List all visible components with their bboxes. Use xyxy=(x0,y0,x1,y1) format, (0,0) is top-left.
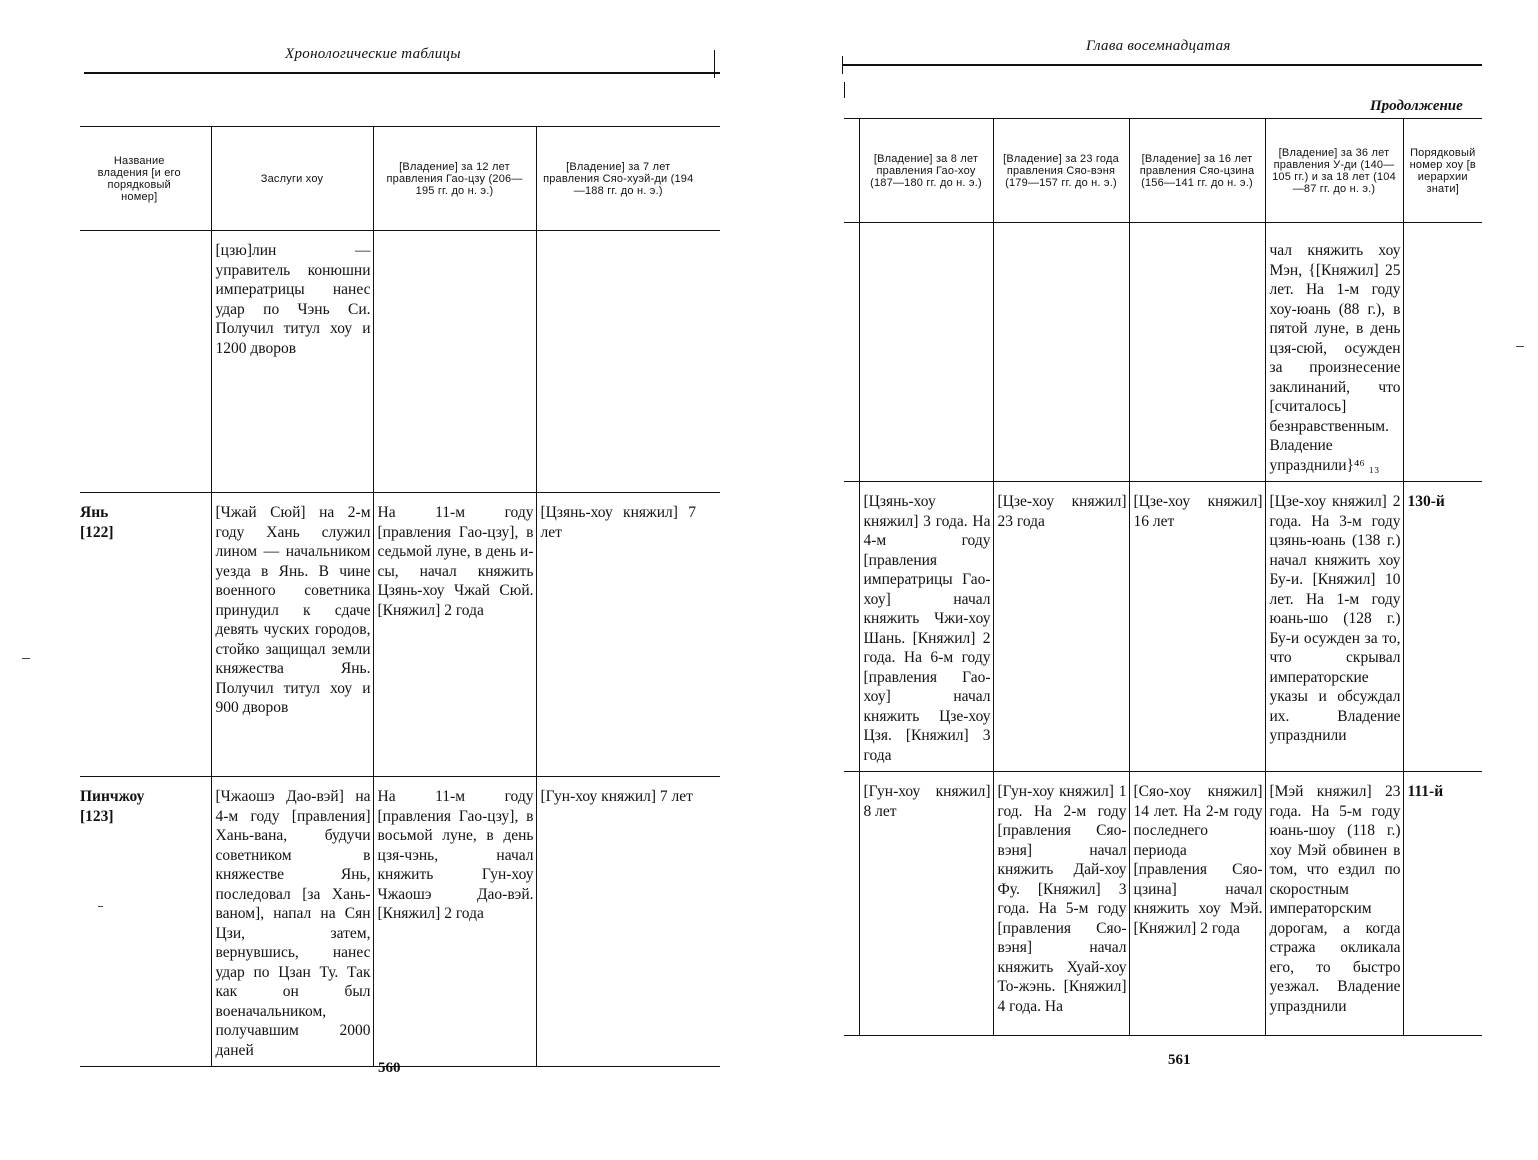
wudi-cell: [Мэй княжил] 23 года. На 5-м году юань-шоу (118 г.) хоу Мэй обвинен в том, что ездил по скоростным императорским дорогам, а когда стража окликала его, то быстро уезжал. Владение упразднили xyxy=(1269,783,1401,1015)
merits-cell: [Чжай Сюй] на 2-м году Хань служил лином — начальником уезда в Янь. В чине военного советника принудил к сдаче девять чуских городов, стойко защищал земли княжества Янь. Получил титул хоу и 900 дворов xyxy=(215,504,371,716)
xiaojing-cell xyxy=(1130,223,1265,239)
table-row xyxy=(844,772,1482,1036)
running-head-right: Глава восемнадцатая xyxy=(1086,38,1231,54)
head-rule-left xyxy=(84,72,720,74)
xiaohuidi-cell: [Гун-хоу княжил] 7 лет xyxy=(540,788,693,805)
header-xiaowen: [Владение] за 23 года правления Сяо-вэня (179—157 гг. до н. э.) xyxy=(993,119,1129,223)
header-wudi: [Владение] за 36 лет правления У-ди (140—105 гг.) и за 18 лет (104—87 гг. до н. э.) xyxy=(1265,119,1403,223)
xiaohuidi-cell: [Цзянь-хоу княжил] 7 лет xyxy=(540,504,696,541)
table-row xyxy=(80,493,720,777)
continued-label: Продолжение xyxy=(1370,98,1463,114)
rank-cell: 111-й xyxy=(1407,783,1444,800)
gaohou-cell: [Цзянь-хоу княжил] 3 года. На 4-м году [правления императрицы Гао-хоу] начал княжить Чжи-хоу Шань. [Княжил] 2 года. На 6-м году [правления Гао-хоу] начал княжить Цзе-хоу Цзя. [Княжил] 3 года xyxy=(863,493,991,764)
header-gaohou: [Владение] за 8 лет правления Гао-хоу (187—180 гг. до н. э.) xyxy=(859,119,993,223)
head-rule-right xyxy=(842,64,1482,66)
table-row xyxy=(844,223,1482,482)
running-head-left: Хронологические таблицы xyxy=(285,46,461,62)
margin-mark xyxy=(22,658,30,659)
right-page xyxy=(770,0,1538,1160)
rank-cell xyxy=(1404,223,1483,239)
gaohou-cell: [Гун-хоу княжил] 8 лет xyxy=(863,783,991,820)
xiaojing-cell: [Сяо-хоу княжил] 14 лет. На 2-м году последнего периода [правления Сяо-цзина] начал княжить хоу Мэй. [Княжил] 2 года xyxy=(1133,783,1263,937)
header-spacer xyxy=(844,119,859,223)
page-number-right: 561 xyxy=(1168,1052,1191,1068)
chronology-table-right xyxy=(844,118,1482,1036)
header-domain-name: Название владения [и его порядковый номер] xyxy=(80,127,211,231)
header-xiaojing: [Владение] за 16 лет правления Сяо-цзина (156—141 гг. до н. э.) xyxy=(1129,119,1265,223)
rank-cell: 130-й xyxy=(1407,493,1445,510)
merits-cell: [цзю]лин — управитель конюшни императрицы нанес удар по Чэнь Си. Получил титул хоу и 1200 дворов xyxy=(215,242,371,357)
header-gaozu: [Владение] за 12 лет правления Гао-цзу (206—195 гг. до н. э.) xyxy=(373,127,536,231)
head-rule-right-mark xyxy=(844,82,845,98)
left-page xyxy=(0,0,760,1160)
xiaowen-cell xyxy=(994,223,1129,239)
header-merits: Заслуги хоу xyxy=(211,127,373,231)
page-number-left: 560 xyxy=(378,1060,401,1076)
table-row xyxy=(80,777,720,1067)
domain-name xyxy=(80,231,211,247)
wudi-cell: [Цзе-хоу княжил] 2 года. На 3-м году цзянь-юань (138 г.) начал княжить хоу Бу-и. [Княжил] 10 лет. На 1-м году юань-шо (128 г.) Бу-и осужден за то, что скрывал императорские указы и обсуждал их. Владение упразднили xyxy=(1269,493,1401,744)
margin-mark xyxy=(98,906,103,907)
header-rank: Порядковый номер хоу [в иерархии знати] xyxy=(1403,119,1482,223)
head-rule-right-start xyxy=(842,56,843,74)
head-rule-left-end xyxy=(714,50,715,78)
xiaojing-cell: [Цзе-хоу княжил] 16 лет xyxy=(1133,493,1263,530)
domain-name: Янь [122] xyxy=(80,504,114,541)
domain-name: Пинчжоу [123] xyxy=(80,788,145,825)
wudi-cell: чал княжить хоу Мэн, {[Княжил] 25 лет. На 1-м году хоу-юань (88 г.), в пятой луне, в день цзя-сюй, осужден за произнесение заклинаний, что [считалось] безнравственным. Владение упразднили}⁴⁶ ₁₃ xyxy=(1269,242,1401,474)
xiaowen-cell: [Гун-хоу княжил] 1 год. На 2-м году [правления Сяо-вэня] начал княжить Дай-хоу Фу. [Княжил] 3 года. На 5-м году [правления Сяо-вэня] начал княжить Хуай-хоу То-жэнь. [Княжил] 4 года. На xyxy=(997,783,1127,1015)
chronology-table-left xyxy=(80,126,720,1067)
margin-mark xyxy=(1516,346,1524,347)
table-row xyxy=(80,231,720,493)
gaozu-cell xyxy=(374,231,536,247)
header-xiaohuidi: [Владение] за 7 лет правления Сяо-хуэй-ди (194—188 гг. до н. э.) xyxy=(536,127,720,231)
table-row xyxy=(844,482,1482,772)
merits-cell: [Чжаошэ Дао-вэй] на 4-м году [правления] Хань-вана, будучи советником в княжестве Янь, последовал [за Хань-ваном], напал на Сян Цзи, затем, вернувшись, нанес удар по Цзан Ту. Так как он был военачальником, получавшим 2000 даней xyxy=(215,788,371,1059)
xiaowen-cell: [Цзе-хоу княжил] 23 года xyxy=(997,493,1127,530)
xiaohuidi-cell xyxy=(537,231,721,247)
gaozu-cell: На 11-м году [правления Гао-цзу], в седьмой луне, в день и-сы, начал княжить Цзянь-хоу Чжай Сюй. [Княжил] 2 года xyxy=(377,504,534,619)
gaohou-cell xyxy=(860,223,993,239)
gaozu-cell: На 11-м году [правления Гао-цзу], в восьмой луне, в день цзя-чэнь, начал княжить Гун-хоу Чжаошэ Дао-вэй. [Княжил] 2 года xyxy=(377,788,534,922)
